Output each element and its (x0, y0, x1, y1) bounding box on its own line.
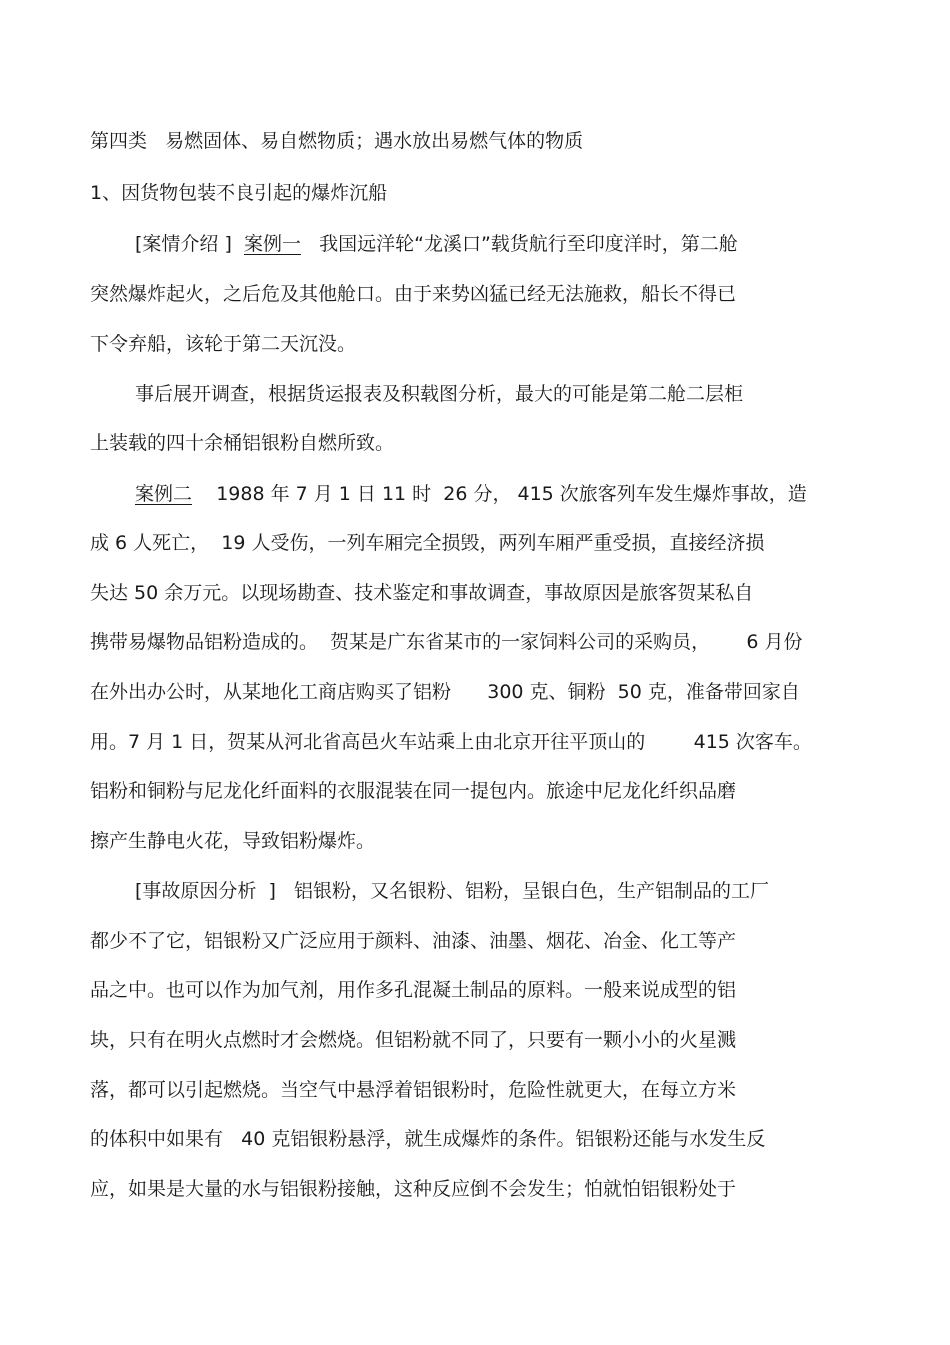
paragraph-line: 应，如果是大量的水与铝银粉接触，这种反应倒不会发生；怕就怕铝银粉处于 (90, 1178, 737, 1200)
paragraph-line: 落，都可以引起燃烧。当空气中悬浮着铝银粉时，危险性就更大，在每立方米 (90, 1079, 737, 1101)
paragraph-line: 用。7 月 1 日，贺某从河北省高邑火车站乘上由北京开往平顶山的 415 次客车。 (90, 731, 812, 753)
paragraph-line: 在外出办公时，从某地化工商店购买了铝粉 300 克、铜粉 50 克，准备带回家自 (90, 681, 800, 703)
paragraph-line: 事后展开调查，根据货运报表及积载图分析，最大的可能是第二舱二层柜 (135, 383, 744, 405)
case-subheading: 1、因货物包装不良引起的爆炸沉船 (90, 182, 388, 204)
paragraph-line: 都少不了它，铝银粉又广泛应用于颜料、油漆、油墨、烟花、冶金、化工等产 (90, 930, 737, 952)
paragraph-line: 突然爆炸起火，之后危及其他舱口。由于来势凶猛已经无法施救，船长不得已 (90, 283, 737, 305)
paragraph-line: 的体积中如果有 40 克铝银粉悬浮，就生成爆炸的条件。铝银粉还能与水发生反 (90, 1128, 766, 1150)
case2-label: 案例二 (135, 483, 193, 505)
paragraph-line: 失达 50 余万元。以现场勘查、技术鉴定和事故调查，事故原因是旅客贺某私自 (90, 582, 754, 604)
paragraph-line: 成 6 人死亡， 19 人受伤，一列车厢完全损毁，两列车厢严重受损，直接经济损 (90, 532, 765, 554)
case-intro-label: [案情介绍 ] (135, 233, 232, 255)
section-heading: 第四类 易燃固体、易自燃物质；遇水放出易燃气体的物质 (90, 130, 584, 152)
analysis-text: 铝银粉，又名银粉、铝粉，呈银白色，生产铝制品的工厂 (294, 880, 770, 902)
case2-text: 1988 年 7 月 1 日 11 时 26 分， 415 次旅客列车发生爆炸事故，造 (216, 483, 807, 505)
paragraph-line: 上装载的四十余桶铝银粉自燃所致。 (90, 432, 395, 454)
analysis-first-line (135, 878, 769, 904)
paragraph-line: 擦产生静电火花，导致铝粉爆炸。 (90, 830, 376, 852)
paragraph-line: 携带易爆物品铝粉造成的。 贺某是广东省某市的一家饲料公司的采购员， 6 月份 (90, 631, 803, 653)
case1-first-line (135, 231, 738, 257)
paragraph-line: 品之中。也可以作为加气剂，用作多孔混凝土制品的原料。一般来说成型的铝 (90, 979, 737, 1001)
case1-text: 我国远洋轮“龙溪口”载货航行至印度洋时，第二舱 (319, 233, 738, 255)
case1-label: 案例一 (243, 233, 301, 255)
paragraph-line: 铝粉和铜粉与尼龙化纤面料的衣服混装在同一提包内。旅途中尼龙化纤织品磨 (90, 780, 737, 802)
case2-first-line (135, 481, 807, 507)
analysis-label: [事故原因分析 ] (135, 880, 276, 902)
paragraph-line: 块，只有在明火点燃时才会燃烧。但铝粉就不同了，只要有一颗小小的火星溅 (90, 1029, 737, 1051)
paragraph-line: 下令弃船，该轮于第二天沉没。 (90, 333, 357, 355)
